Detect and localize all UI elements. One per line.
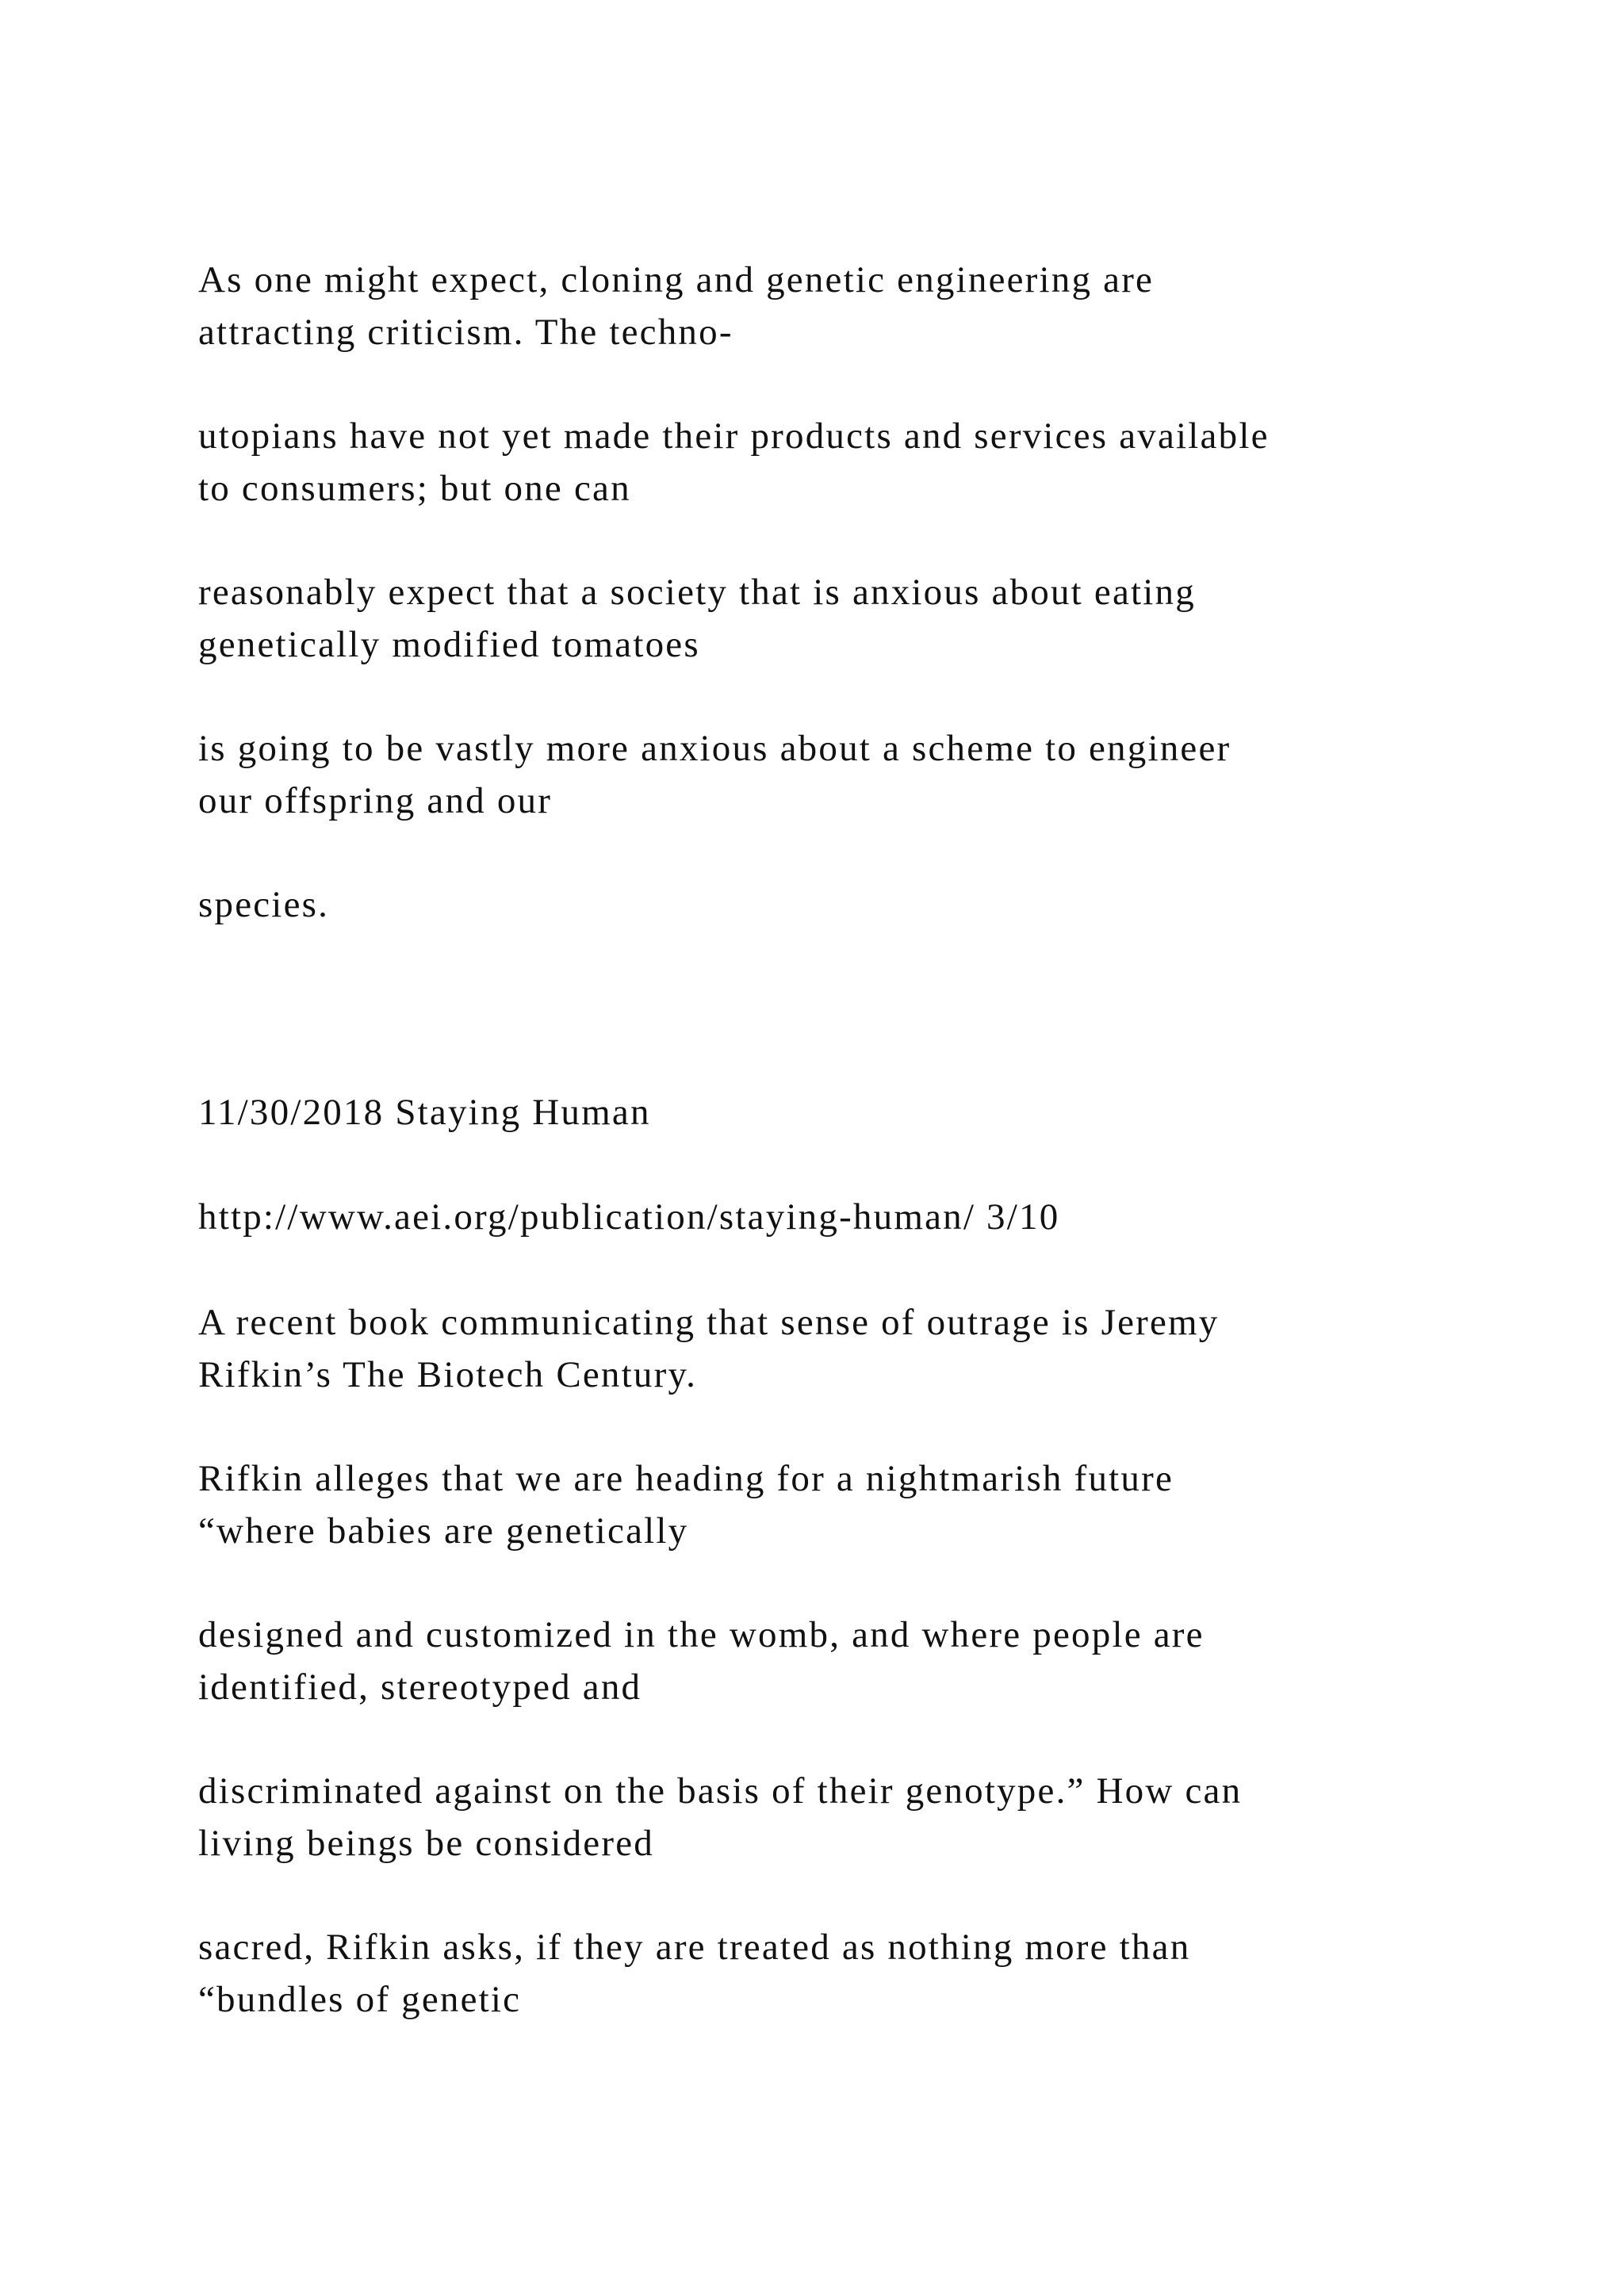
text-line: living beings be considered [198, 1823, 654, 1864]
paragraph-9 [198, 1765, 1483, 1869]
page-header-date-title [198, 1086, 1483, 1138]
text-line: identified, stereotyped and [198, 1667, 642, 1708]
paragraph-1 [198, 254, 1483, 358]
text-line: As one might expect, cloning and genetic engineering are [198, 259, 1155, 300]
text-line: genetically modified tomatoes [198, 624, 700, 665]
paragraph-10 [198, 1921, 1483, 2026]
paragraph-8 [198, 1609, 1483, 1713]
text-line: discriminated against on the basis of their genotype.” How can [198, 1770, 1243, 1812]
text-line: species. [198, 884, 330, 925]
paragraph-3 [198, 566, 1483, 671]
text-line: designed and customized in the womb, and where people are [198, 1614, 1205, 1655]
paragraph-4 [198, 722, 1483, 827]
text-line: “where babies are genetically [198, 1510, 689, 1552]
paragraph-2 [198, 410, 1483, 515]
text-line: to consumers; but one can [198, 468, 631, 509]
text-line: “bundles of genetic [198, 1979, 522, 2020]
text-line: Rifkin’s The Biotech Century. [198, 1354, 698, 1395]
text-line: sacred, Rifkin asks, if they are treated as nothing more than [198, 1927, 1191, 1968]
text-line: http://www.aei.org/publication/staying-human/ 3/10 [198, 1196, 1060, 1238]
text-line: A recent book communicating that sense of outrage is Jeremy [198, 1302, 1220, 1343]
text-line: is going to be vastly more anxious about a scheme to engineer [198, 728, 1231, 769]
text-line: our offspring and our [198, 780, 553, 821]
page-header-url [198, 1191, 1483, 1243]
paragraph-7 [198, 1452, 1483, 1557]
paragraph-6 [198, 1296, 1483, 1401]
paragraph-5 [198, 878, 1483, 931]
text-line: 11/30/2018 Staying Human [198, 1092, 651, 1133]
text-line: utopians have not yet made their products and services available [198, 415, 1270, 457]
text-line: attracting criticism. The techno- [198, 312, 733, 353]
text-line: Rifkin alleges that we are heading for a nightmarish future [198, 1458, 1174, 1499]
text-line: reasonably expect that a society that is anxious about eating [198, 572, 1196, 613]
